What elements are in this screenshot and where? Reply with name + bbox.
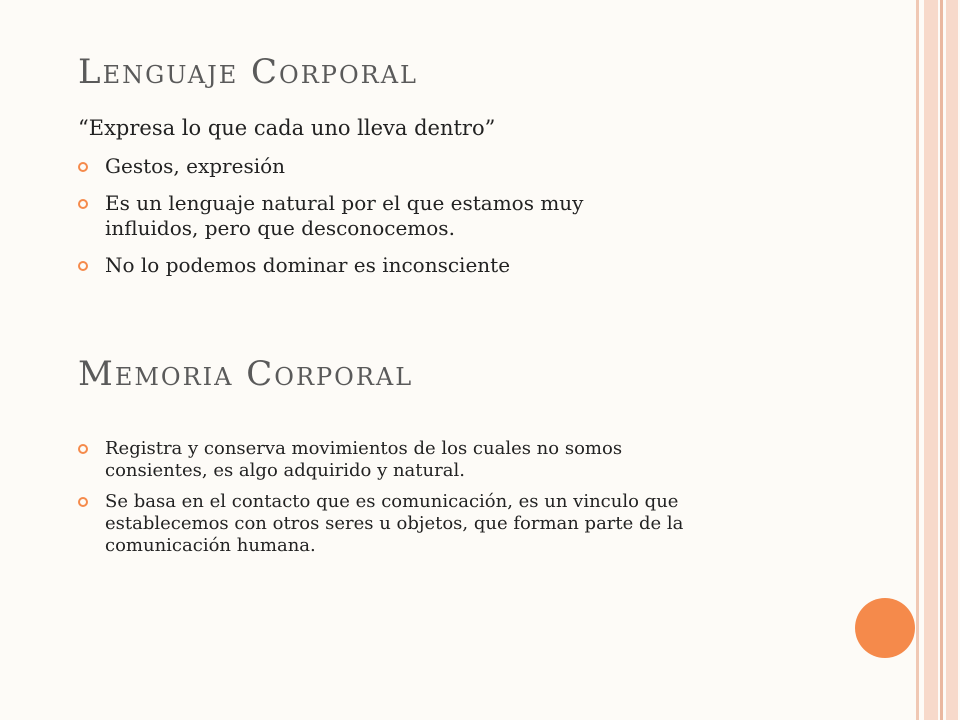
quote-text: “Expresa lo que cada uno lleva dentro”: [78, 116, 496, 140]
slide-title-memoria: Memoria Corporal: [78, 354, 414, 394]
bullet-item: [78, 491, 718, 557]
bullet-list-lenguaje: [78, 154, 678, 290]
bullet-icon: [78, 261, 88, 271]
bullet-text: Registra y conserva movimientos de los cuales no somos consientes, es algo adquirido y natural.: [105, 438, 623, 481]
slide-title-lenguaje: Lenguaje Corporal: [78, 52, 418, 92]
bullet-text: Es un lenguaje natural por el que estamos muy influidos, pero que desconocemos.: [105, 191, 584, 240]
bullet-list-memoria: [78, 438, 718, 566]
bullet-item: [78, 154, 678, 179]
stripe: [940, 0, 943, 720]
bullet-item: [78, 191, 678, 241]
bullet-text: Gestos, expresión: [105, 154, 286, 178]
stripe: [924, 0, 938, 720]
decorative-side-stripes: [916, 0, 960, 720]
bullet-icon: [78, 199, 88, 209]
bullet-icon: [78, 444, 88, 454]
bullet-text: No lo podemos dominar es inconsciente: [105, 253, 511, 277]
bullet-icon: [78, 497, 88, 507]
stripe: [916, 0, 919, 720]
stripe: [946, 0, 958, 720]
decorative-orange-circle: [855, 598, 915, 658]
bullet-text: Se basa en el contacto que es comunicación, es un vinculo que establecemos con otros seres u objetos, que forman parte de la comunicación humana.: [105, 491, 684, 556]
bullet-item: [78, 253, 678, 278]
bullet-icon: [78, 162, 88, 172]
bullet-item: [78, 438, 718, 482]
